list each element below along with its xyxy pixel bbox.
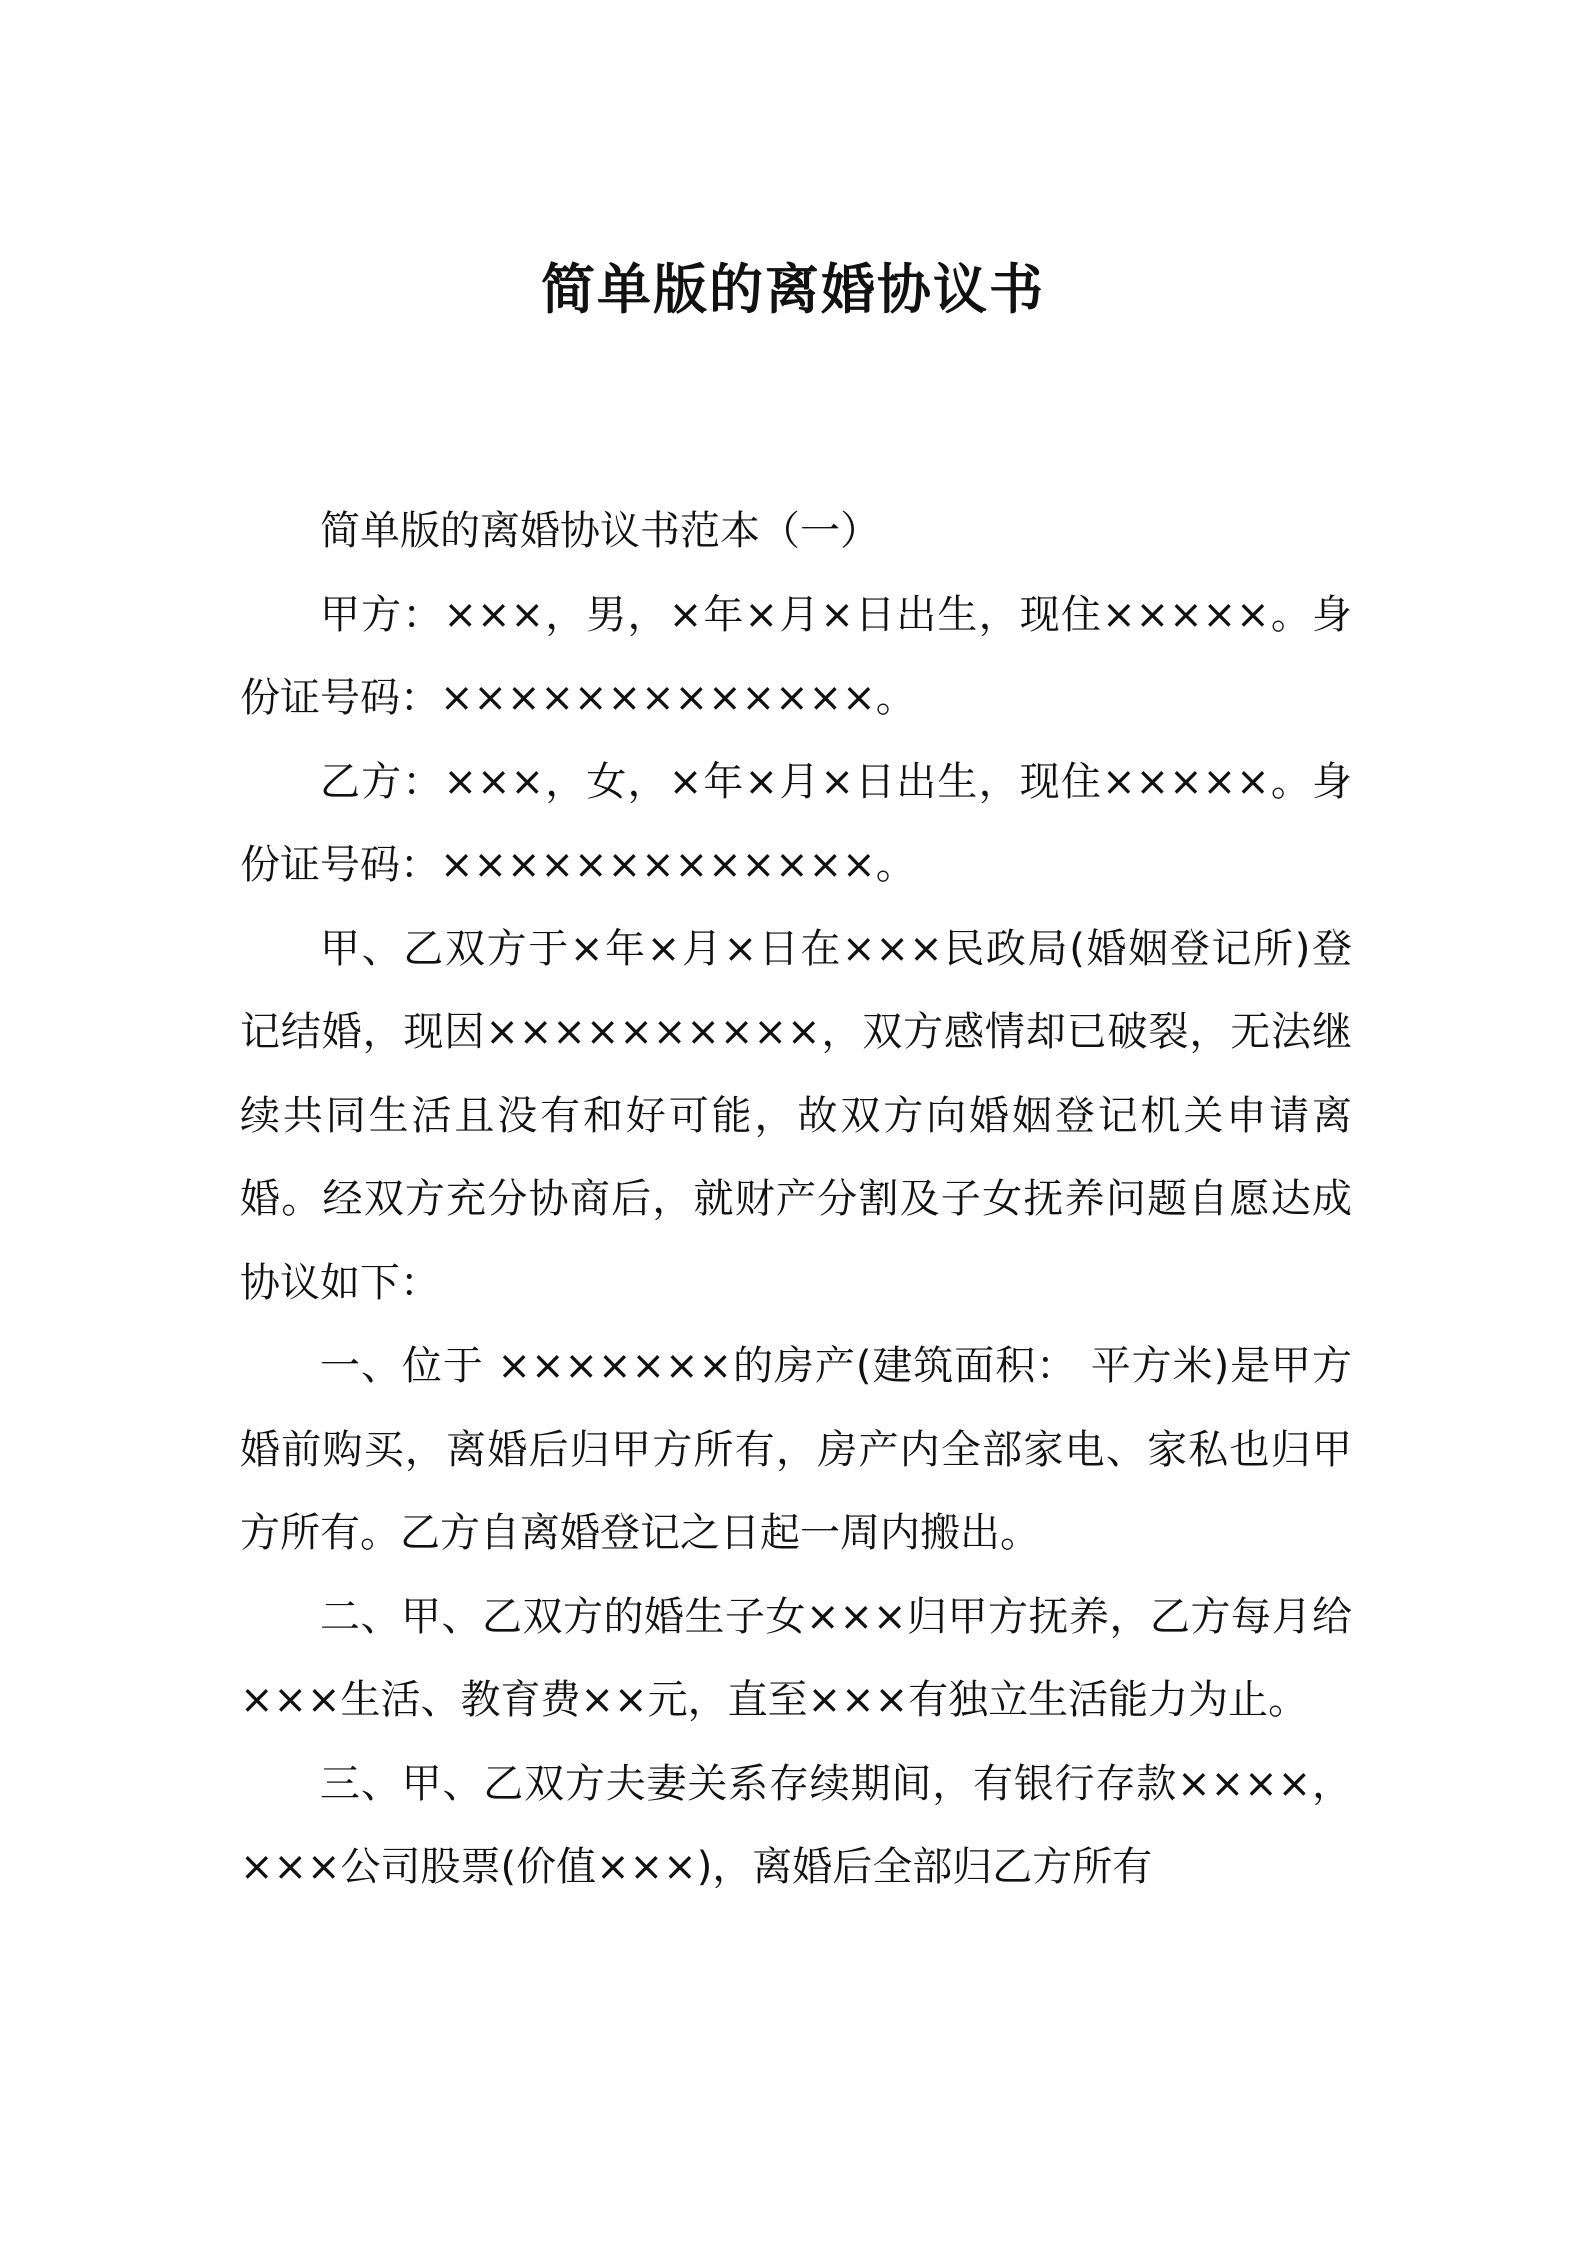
paragraph-party-a: 甲方：×××，男，×年×月×日出生，现住×××××。身份证号码：×××××××××××××。 <box>240 591 1352 721</box>
paragraph-clause-2: 二、甲、乙双方的婚生子女×××归甲方抚养，乙方每月给×××生活、教育费××元，直至×××有独立生活能力为止。 <box>240 1593 1352 1723</box>
document-title: 简单版的离婚协议书 <box>541 258 1045 321</box>
paragraph-clause-1: 一、位于 ×××××××的房产(建筑面积： 平方米)是甲方婚前购买，离婚后归甲方所有，房产内全部家电、家私也归甲方所有。乙方自离婚登记之日起一周内搬出。 <box>240 1343 1352 1556</box>
paragraph-clause-3: 三、甲、乙双方夫妻关系存续期间，有银行存款××××，×××公司股票(价值×××)，离婚后全部归乙方所有 <box>240 1760 1352 1890</box>
paragraph-background: 甲、乙双方于×年×月×日在×××民政局(婚姻登记所)登记结婚，现因××××××××××，双方感情却已破裂，无法继续共同生活且没有和好可能，故双方向婚姻登记机关申请离婚。经双方充分协商后，就财产分割及子女抚养问题自愿达成协议如下： <box>240 925 1352 1306</box>
document-subtitle: 简单版的离婚协议书范本（一） <box>320 508 880 554</box>
paragraph-party-b: 乙方：×××，女，×年×月×日出生，现住×××××。身份证号码：×××××××××××××。 <box>240 758 1352 888</box>
document-body <box>240 490 1352 1910</box>
